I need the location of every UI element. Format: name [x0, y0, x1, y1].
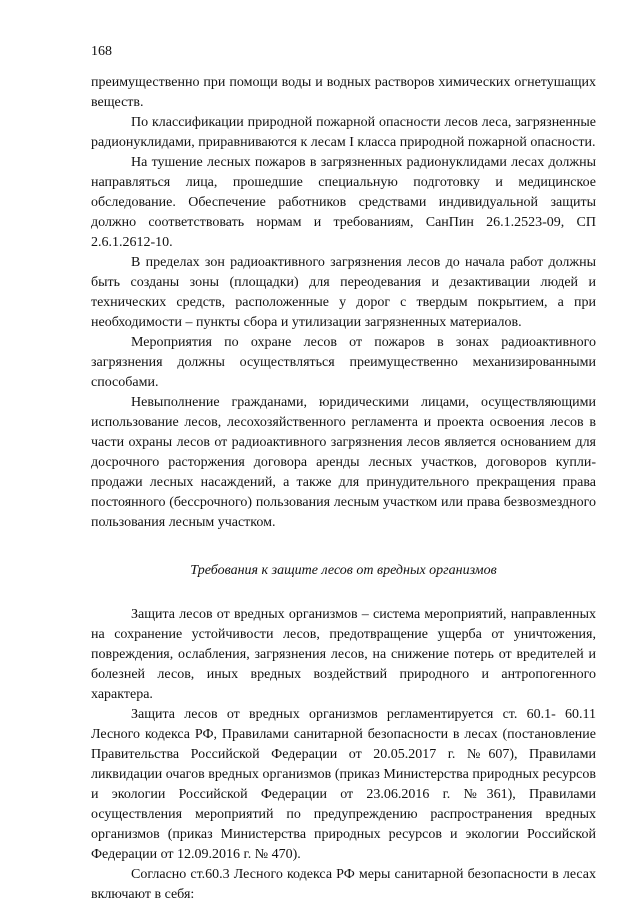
body-text	[91, 73, 596, 905]
paragraph: По классификации природной пожарной опасности лесов леса, загрязненные радионуклидами, приравниваются к лесам I класса природной пожарной опасности.	[91, 115, 596, 150]
paragraph: На тушение лесных пожаров в загрязненных радионуклидами лесах должны направляться лица, прошедшие специальную подготовку и медицинское обследование. Обеспечение работников средствами индивидуальной защиты должно соответствовать нормам и требованиям, СанПин 26.1.2523-09, СП 2.6.1.2612-10.	[91, 155, 596, 250]
paragraph: Мероприятия по охране лесов от пожаров в зонах радиоактивного загрязнения должны осуществляться преимущественно механизированными способами.	[91, 335, 596, 390]
paragraph: Согласно ст.60.3 Лесного кодекса РФ меры санитарной безопасности в лесах включают в себя:	[91, 867, 596, 902]
paragraph: Невыполнение гражданами, юридическими лицами, осуществляющими использование лесов, лесохозяйственного регламента и проекта освоения лесов в части охраны лесов от радиоактивного загрязнения лесов является основанием для досрочного расторжения договора аренды лесных участков, договоров купли-продажи лесных насаждений, а также для принудительного прекращения права постоянного (бессрочного) пользования лесным участком или права безвозмездного пользования лесным участком.	[91, 395, 596, 530]
page-number: 168	[91, 44, 112, 59]
paragraph: Защита лесов от вредных организмов регламентируется ст. 60.1- 60.11 Лесного кодекса РФ, Правилами санитарной безопасности в лесах (постановление Правительства Российской Федерации от 20.05.2017 г. №607), Правилами ликвидации очагов вредных организмов (приказ Министерства природных ресурсов и экологии Российской Федерации от 23.06.2016 г. №361), Правилами осуществления мероприятий по предупреждению распространения вредных организмов (приказ Министерства природных ресурсов и экологии Российской Федерации от 12.09.2016 г. № 470).	[91, 707, 596, 862]
paragraph: преимущественно при помощи воды и водных растворов химических огнетушащих веществ.	[91, 75, 596, 110]
paragraph: Защита лесов от вредных организмов – система мероприятий, направленных на сохранение устойчивости лесов, предотвращение ущерба от уничтожения, повреждения, ослабления, загрязнения лесов, на снижение потерь от вредителей и болезней лесов, иных вредных воздействий природного и антропогенного характера.	[91, 607, 596, 702]
paragraph: В пределах зон радиоактивного загрязнения лесов до начала работ должны быть созданы зоны (площадки) для переодевания и дезактивации людей и технических средств, расположенные у дорог с твердым покрытием, а при необходимости – пункты сбора и утилизации загрязненных материалов.	[91, 255, 596, 330]
section-heading: Требования к защите лесов от вредных организмов	[190, 563, 497, 578]
